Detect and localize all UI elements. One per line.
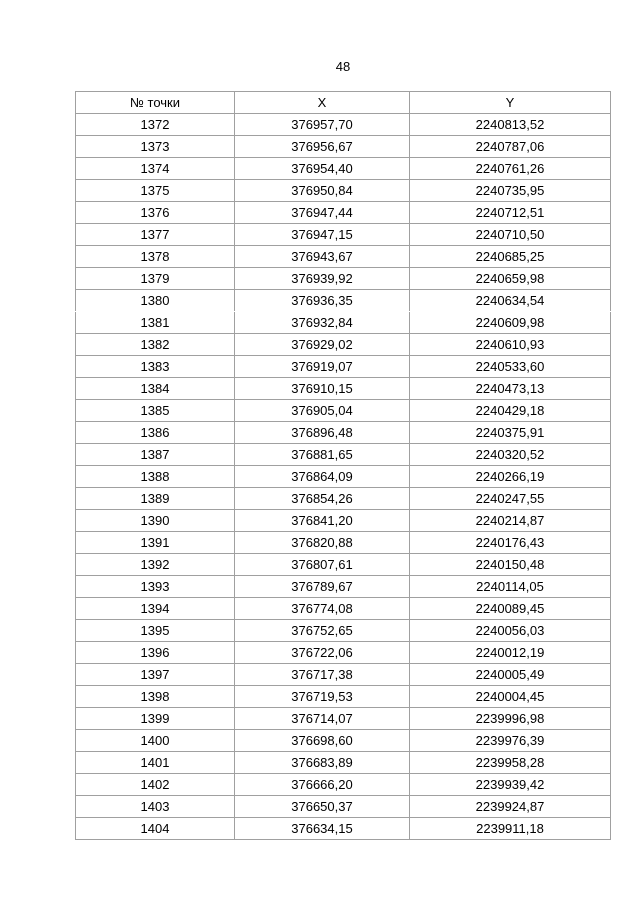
y-coordinate-cell: 2240710,50 (410, 224, 611, 246)
y-coordinate-cell: 2240056,03 (410, 620, 611, 642)
y-coordinate-cell: 2240266,19 (410, 466, 611, 488)
point-number-cell: 1383 (76, 356, 235, 378)
table-row (76, 554, 611, 576)
y-coordinate-cell: 2240735,95 (410, 180, 611, 202)
point-number-cell: 1379 (76, 268, 235, 290)
y-coordinate-cell: 2240685,25 (410, 246, 611, 268)
table-row (76, 422, 611, 444)
y-coordinate-cell: 2240176,43 (410, 532, 611, 554)
y-coordinate-cell: 2239939,42 (410, 774, 611, 796)
x-coordinate-cell: 376943,67 (235, 246, 410, 268)
table-row (76, 818, 611, 840)
table-row (76, 224, 611, 246)
x-coordinate-cell: 376950,84 (235, 180, 410, 202)
table-row (76, 400, 611, 422)
table-row (76, 488, 611, 510)
y-coordinate-cell: 2240004,45 (410, 686, 611, 708)
point-number-cell: 1396 (76, 642, 235, 664)
x-coordinate-cell: 376954,40 (235, 158, 410, 180)
y-coordinate-cell: 2240659,98 (410, 268, 611, 290)
point-number-cell: 1398 (76, 686, 235, 708)
x-coordinate-cell: 376789,67 (235, 576, 410, 598)
x-coordinate-cell: 376864,09 (235, 466, 410, 488)
x-coordinate-cell: 376936,35 (235, 290, 410, 312)
point-number-cell: 1390 (76, 510, 235, 532)
point-number-cell: 1384 (76, 378, 235, 400)
table-row (76, 686, 611, 708)
y-coordinate-cell: 2240150,48 (410, 554, 611, 576)
table-row (76, 620, 611, 642)
x-coordinate-cell: 376714,07 (235, 708, 410, 730)
table-row (76, 774, 611, 796)
table-row (76, 312, 611, 334)
table-row (76, 334, 611, 356)
table-body (76, 114, 611, 840)
table-row (76, 642, 611, 664)
table-row (76, 708, 611, 730)
column-header-x: X (235, 92, 410, 114)
x-coordinate-cell: 376722,06 (235, 642, 410, 664)
table-row (76, 796, 611, 818)
y-coordinate-cell: 2240787,06 (410, 136, 611, 158)
y-coordinate-cell: 2240609,98 (410, 312, 611, 334)
point-number-cell: 1394 (76, 598, 235, 620)
column-header-y: Y (410, 92, 611, 114)
point-number-cell: 1395 (76, 620, 235, 642)
table-row (76, 378, 611, 400)
table-row (76, 356, 611, 378)
y-coordinate-cell: 2240247,55 (410, 488, 611, 510)
x-coordinate-cell: 376957,70 (235, 114, 410, 136)
y-coordinate-cell: 2240610,93 (410, 334, 611, 356)
point-number-cell: 1401 (76, 752, 235, 774)
x-coordinate-cell: 376698,60 (235, 730, 410, 752)
table-row (76, 664, 611, 686)
point-number-cell: 1382 (76, 334, 235, 356)
column-header-point-number: № точки (76, 92, 235, 114)
x-coordinate-cell: 376650,37 (235, 796, 410, 818)
y-coordinate-cell: 2239996,98 (410, 708, 611, 730)
point-number-cell: 1391 (76, 532, 235, 554)
point-number-cell: 1402 (76, 774, 235, 796)
point-number-cell: 1376 (76, 202, 235, 224)
x-coordinate-cell: 376719,53 (235, 686, 410, 708)
table-row (76, 114, 611, 136)
x-coordinate-cell: 376910,15 (235, 378, 410, 400)
table-row (76, 158, 611, 180)
table-row (76, 510, 611, 532)
table-row (76, 752, 611, 774)
point-number-cell: 1375 (76, 180, 235, 202)
point-number-cell: 1400 (76, 730, 235, 752)
y-coordinate-cell: 2239976,39 (410, 730, 611, 752)
y-coordinate-cell: 2240089,45 (410, 598, 611, 620)
table-row (76, 730, 611, 752)
table-row (76, 268, 611, 290)
point-number-cell: 1399 (76, 708, 235, 730)
x-coordinate-cell: 376919,07 (235, 356, 410, 378)
x-coordinate-cell: 376774,08 (235, 598, 410, 620)
y-coordinate-cell: 2240114,05 (410, 576, 611, 598)
x-coordinate-cell: 376947,44 (235, 202, 410, 224)
y-coordinate-cell: 2239911,18 (410, 818, 611, 840)
table-row (76, 576, 611, 598)
y-coordinate-cell: 2240473,13 (410, 378, 611, 400)
table-row (76, 532, 611, 554)
x-coordinate-cell: 376881,65 (235, 444, 410, 466)
x-coordinate-cell: 376854,26 (235, 488, 410, 510)
y-coordinate-cell: 2240813,52 (410, 114, 611, 136)
y-coordinate-cell: 2240005,49 (410, 664, 611, 686)
y-coordinate-cell: 2240320,52 (410, 444, 611, 466)
point-number-cell: 1377 (76, 224, 235, 246)
point-number-cell: 1388 (76, 466, 235, 488)
x-coordinate-cell: 376929,02 (235, 334, 410, 356)
table-row (76, 202, 611, 224)
point-number-cell: 1393 (76, 576, 235, 598)
point-number-cell: 1380 (76, 290, 235, 312)
y-coordinate-cell: 2240429,18 (410, 400, 611, 422)
table-row (76, 136, 611, 158)
table-header-row (76, 92, 611, 114)
x-coordinate-cell: 376666,20 (235, 774, 410, 796)
table-row (76, 290, 611, 312)
x-coordinate-cell: 376820,88 (235, 532, 410, 554)
y-coordinate-cell: 2240214,87 (410, 510, 611, 532)
x-coordinate-cell: 376947,15 (235, 224, 410, 246)
point-number-cell: 1404 (76, 818, 235, 840)
x-coordinate-cell: 376905,04 (235, 400, 410, 422)
point-number-cell: 1385 (76, 400, 235, 422)
page-number: 48 (335, 59, 351, 74)
y-coordinate-cell: 2240761,26 (410, 158, 611, 180)
point-number-cell: 1403 (76, 796, 235, 818)
x-coordinate-cell: 376841,20 (235, 510, 410, 532)
point-number-cell: 1374 (76, 158, 235, 180)
table-row (76, 246, 611, 268)
x-coordinate-cell: 376939,92 (235, 268, 410, 290)
y-coordinate-cell: 2240533,60 (410, 356, 611, 378)
x-coordinate-cell: 376752,65 (235, 620, 410, 642)
y-coordinate-cell: 2240012,19 (410, 642, 611, 664)
y-coordinate-cell: 2240375,91 (410, 422, 611, 444)
point-number-cell: 1389 (76, 488, 235, 510)
table-row (76, 180, 611, 202)
x-coordinate-cell: 376807,61 (235, 554, 410, 576)
point-number-cell: 1387 (76, 444, 235, 466)
point-number-cell: 1392 (76, 554, 235, 576)
y-coordinate-cell: 2239958,28 (410, 752, 611, 774)
point-number-cell: 1378 (76, 246, 235, 268)
y-coordinate-cell: 2239924,87 (410, 796, 611, 818)
y-coordinate-cell: 2240634,54 (410, 290, 611, 312)
point-number-cell: 1372 (76, 114, 235, 136)
x-coordinate-cell: 376634,15 (235, 818, 410, 840)
x-coordinate-cell: 376683,89 (235, 752, 410, 774)
x-coordinate-cell: 376956,67 (235, 136, 410, 158)
x-coordinate-cell: 376896,48 (235, 422, 410, 444)
x-coordinate-cell: 376932,84 (235, 312, 410, 334)
table-row (76, 444, 611, 466)
point-number-cell: 1386 (76, 422, 235, 444)
coordinates-table (75, 91, 611, 840)
point-number-cell: 1373 (76, 136, 235, 158)
y-coordinate-cell: 2240712,51 (410, 202, 611, 224)
table-row (76, 598, 611, 620)
table-row (76, 466, 611, 488)
point-number-cell: 1397 (76, 664, 235, 686)
x-coordinate-cell: 376717,38 (235, 664, 410, 686)
point-number-cell: 1381 (76, 312, 235, 334)
